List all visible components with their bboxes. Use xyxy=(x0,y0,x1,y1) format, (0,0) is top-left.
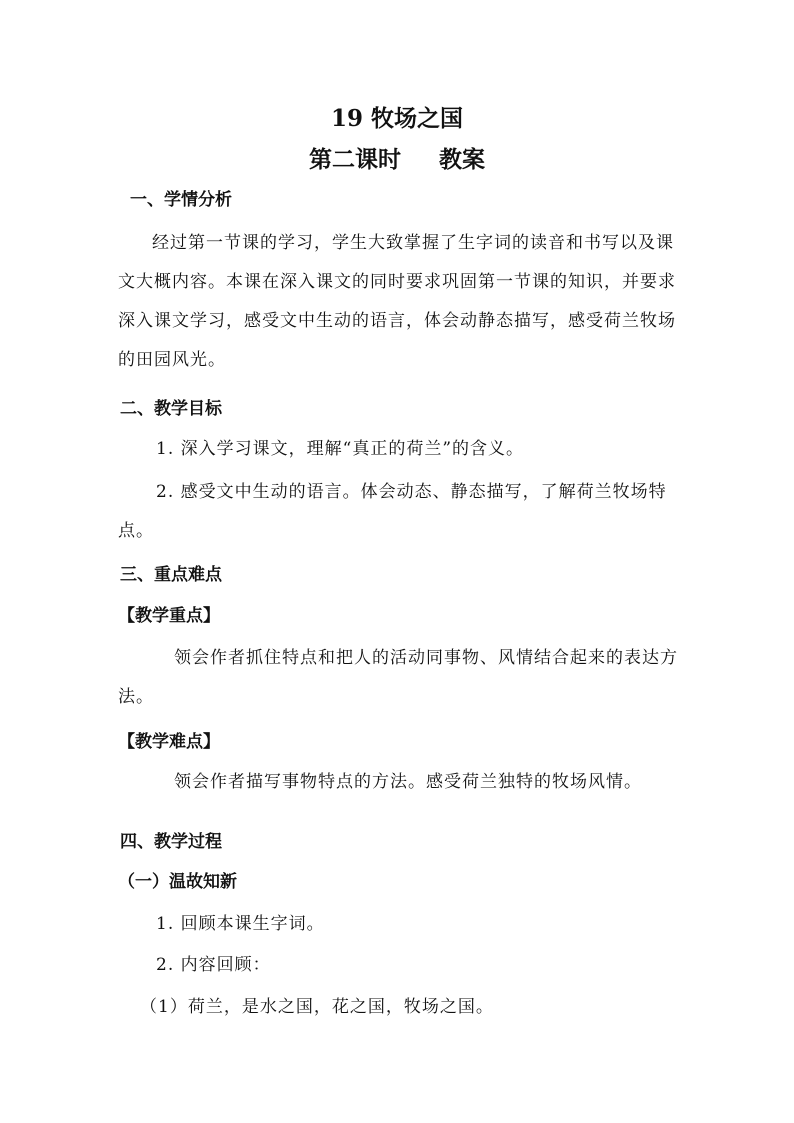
objective-item-1: 1. 深入学习课文，理解“真正的荷兰”的含义。 xyxy=(156,439,525,459)
objective-item-2: 2. 感受文中生动的语言。体会动态、静态描写，了解荷兰牧场特点。 xyxy=(118,482,667,541)
section-heading-key-points: 三、重点难点 xyxy=(120,565,222,585)
sub-heading-review: （一）温故知新 xyxy=(118,872,237,892)
document-subtitle xyxy=(0,145,794,175)
difficulty-text: 领会作者描写事物特点的方法。感受荷兰独特的牧场风情。 xyxy=(174,772,642,792)
document-title: 19 牧场之国 xyxy=(330,105,463,132)
lesson-plan-label: 教案 xyxy=(439,146,485,173)
process-item-2: 2. 内容回顾： xyxy=(156,955,271,975)
process-item-3: （1）荷兰，是水之国，花之国，牧场之国。 xyxy=(140,997,494,1017)
section-heading-analysis: 一、学情分析 xyxy=(130,190,232,210)
sub-heading-difficulty: 【教学难点】 xyxy=(118,732,220,752)
sub-heading-key-point: 【教学重点】 xyxy=(118,606,220,626)
analysis-paragraph: 经过第一节课的学习，学生大致掌握了生字词的读音和书写以及课文大概内容。本课在深入课文的同时要求巩固第一节课的知识，并要求深入课文学习，感受文中生动的语言，体会动静态描写，感受荷兰牧场的田园风光。 xyxy=(118,233,676,370)
process-item-1: 1. 回顾本课生字词。 xyxy=(156,914,325,934)
section-heading-process: 四、教学过程 xyxy=(120,832,222,852)
key-point-text: 领会作者抓住特点和把人的活动同事物、风情结合起来的表达方法。 xyxy=(118,648,678,707)
section-heading-objectives: 二、教学目标 xyxy=(120,399,222,419)
lesson-period: 第二课时 xyxy=(309,146,401,173)
